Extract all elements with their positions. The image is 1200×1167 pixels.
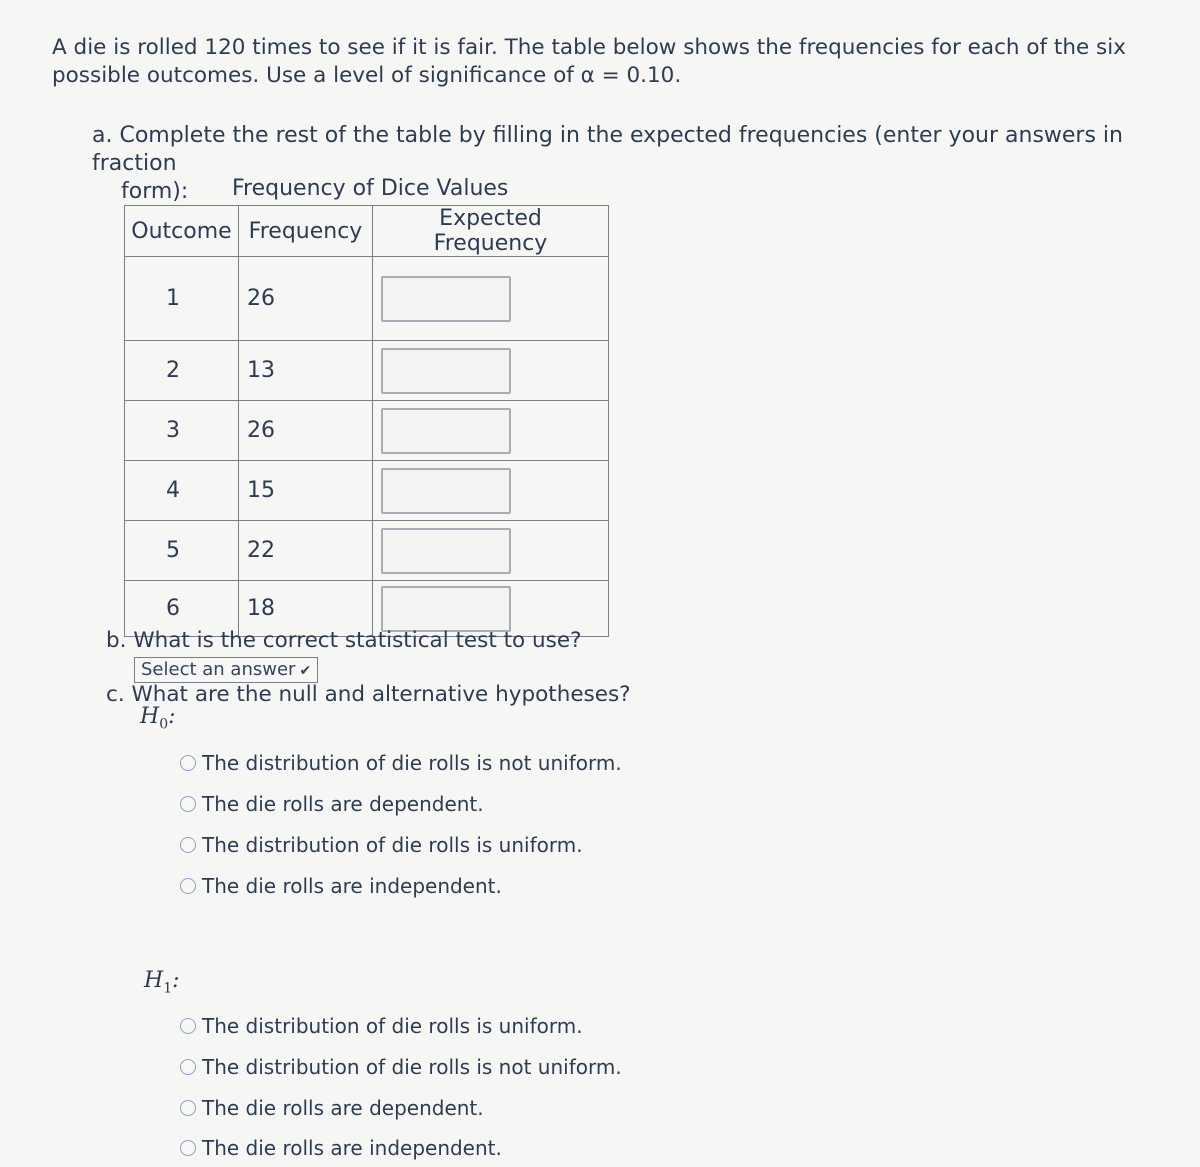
radio-button[interactable] xyxy=(180,1059,196,1075)
h0-option-3[interactable] xyxy=(180,833,583,857)
expected-cell xyxy=(373,341,609,401)
frequency-cell: 15 xyxy=(239,461,373,521)
expected-frequency-input-3[interactable] xyxy=(381,408,511,454)
intro-line-1: A die is rolled 120 times to see if it is fair. The table below shows the frequencies for each of the six xyxy=(52,35,1126,60)
h1-option-2[interactable] xyxy=(180,1055,622,1079)
option-label: The distribution of die rolls is not uniform. xyxy=(202,1055,622,1079)
part-a-line-2: form): xyxy=(121,179,189,204)
test-select-dropdown[interactable] xyxy=(134,657,318,683)
chevron-down-icon: ✔ xyxy=(299,663,312,679)
outcome-cell: 6 xyxy=(125,581,239,637)
frequency-cell: 18 xyxy=(239,581,373,637)
part-b-question: b. What is the correct statistical test to use? xyxy=(106,628,582,653)
h0-option-2[interactable] xyxy=(180,792,484,816)
h1-label: $H_1$: xyxy=(144,968,180,997)
outcome-cell: 5 xyxy=(125,521,239,581)
table-row xyxy=(125,401,609,461)
radio-button[interactable] xyxy=(180,837,196,853)
expected-cell xyxy=(373,401,609,461)
option-label: The distribution of die rolls is uniform. xyxy=(202,1014,583,1038)
part-c-question: c. What are the null and alternative hypotheses? xyxy=(106,682,631,707)
expected-cell xyxy=(373,257,609,341)
option-label: The die rolls are independent. xyxy=(202,874,502,898)
h0-label: $H_0$: xyxy=(140,704,176,733)
table-row xyxy=(125,341,609,401)
frequency-cell: 13 xyxy=(239,341,373,401)
option-label: The distribution of die rolls is uniform. xyxy=(202,833,583,857)
frequency-cell: 22 xyxy=(239,521,373,581)
frequency-cell: 26 xyxy=(239,401,373,461)
part-a-line-1: a. Complete the rest of the table by filling in the expected frequencies (enter your answers in fraction xyxy=(92,123,1123,176)
h0-option-1[interactable] xyxy=(180,751,622,775)
frequency-table xyxy=(124,205,609,637)
problem-intro xyxy=(52,34,1162,90)
header-expected-frequency: Expected Frequency xyxy=(373,206,609,257)
h1-option-4[interactable] xyxy=(180,1136,502,1160)
h0-option-4[interactable] xyxy=(180,874,502,898)
h1-subscript: 1 xyxy=(163,980,173,997)
frequency-cell: 26 xyxy=(239,257,373,341)
radio-button[interactable] xyxy=(180,755,196,771)
outcome-cell: 2 xyxy=(125,341,239,401)
table-header-row xyxy=(125,206,609,257)
radio-button[interactable] xyxy=(180,878,196,894)
h0-letter: H xyxy=(140,704,160,729)
header-frequency: Frequency xyxy=(239,206,373,257)
outcome-cell: 1 xyxy=(125,257,239,341)
outcome-cell: 4 xyxy=(125,461,239,521)
select-value: Select an answer xyxy=(141,659,296,680)
table-row xyxy=(125,521,609,581)
table-caption: Frequency of Dice Values xyxy=(232,176,509,201)
h1-option-1[interactable] xyxy=(180,1014,583,1038)
expected-frequency-input-5[interactable] xyxy=(381,528,511,574)
h1-option-3[interactable] xyxy=(180,1096,484,1120)
header-outcome: Outcome xyxy=(125,206,239,257)
outcome-cell: 3 xyxy=(125,401,239,461)
table-row xyxy=(125,257,609,341)
option-label: The die rolls are dependent. xyxy=(202,1096,484,1120)
option-label: The die rolls are independent. xyxy=(202,1136,502,1160)
option-label: The die rolls are dependent. xyxy=(202,792,484,816)
expected-cell xyxy=(373,521,609,581)
expected-frequency-input-4[interactable] xyxy=(381,468,511,514)
radio-button[interactable] xyxy=(180,1100,196,1116)
intro-line-2: possible outcomes. Use a level of significance of α = 0.10. xyxy=(52,63,682,88)
table-row xyxy=(125,461,609,521)
h0-subscript: 0 xyxy=(159,716,169,733)
expected-frequency-input-2[interactable] xyxy=(381,348,511,394)
radio-button[interactable] xyxy=(180,1140,196,1156)
option-label: The distribution of die rolls is not uniform. xyxy=(202,751,622,775)
h1-letter: H xyxy=(144,968,164,993)
radio-button[interactable] xyxy=(180,796,196,812)
expected-frequency-input-1[interactable] xyxy=(381,276,511,322)
radio-button[interactable] xyxy=(180,1018,196,1034)
expected-frequency-input-6[interactable] xyxy=(381,586,511,632)
expected-cell xyxy=(373,461,609,521)
